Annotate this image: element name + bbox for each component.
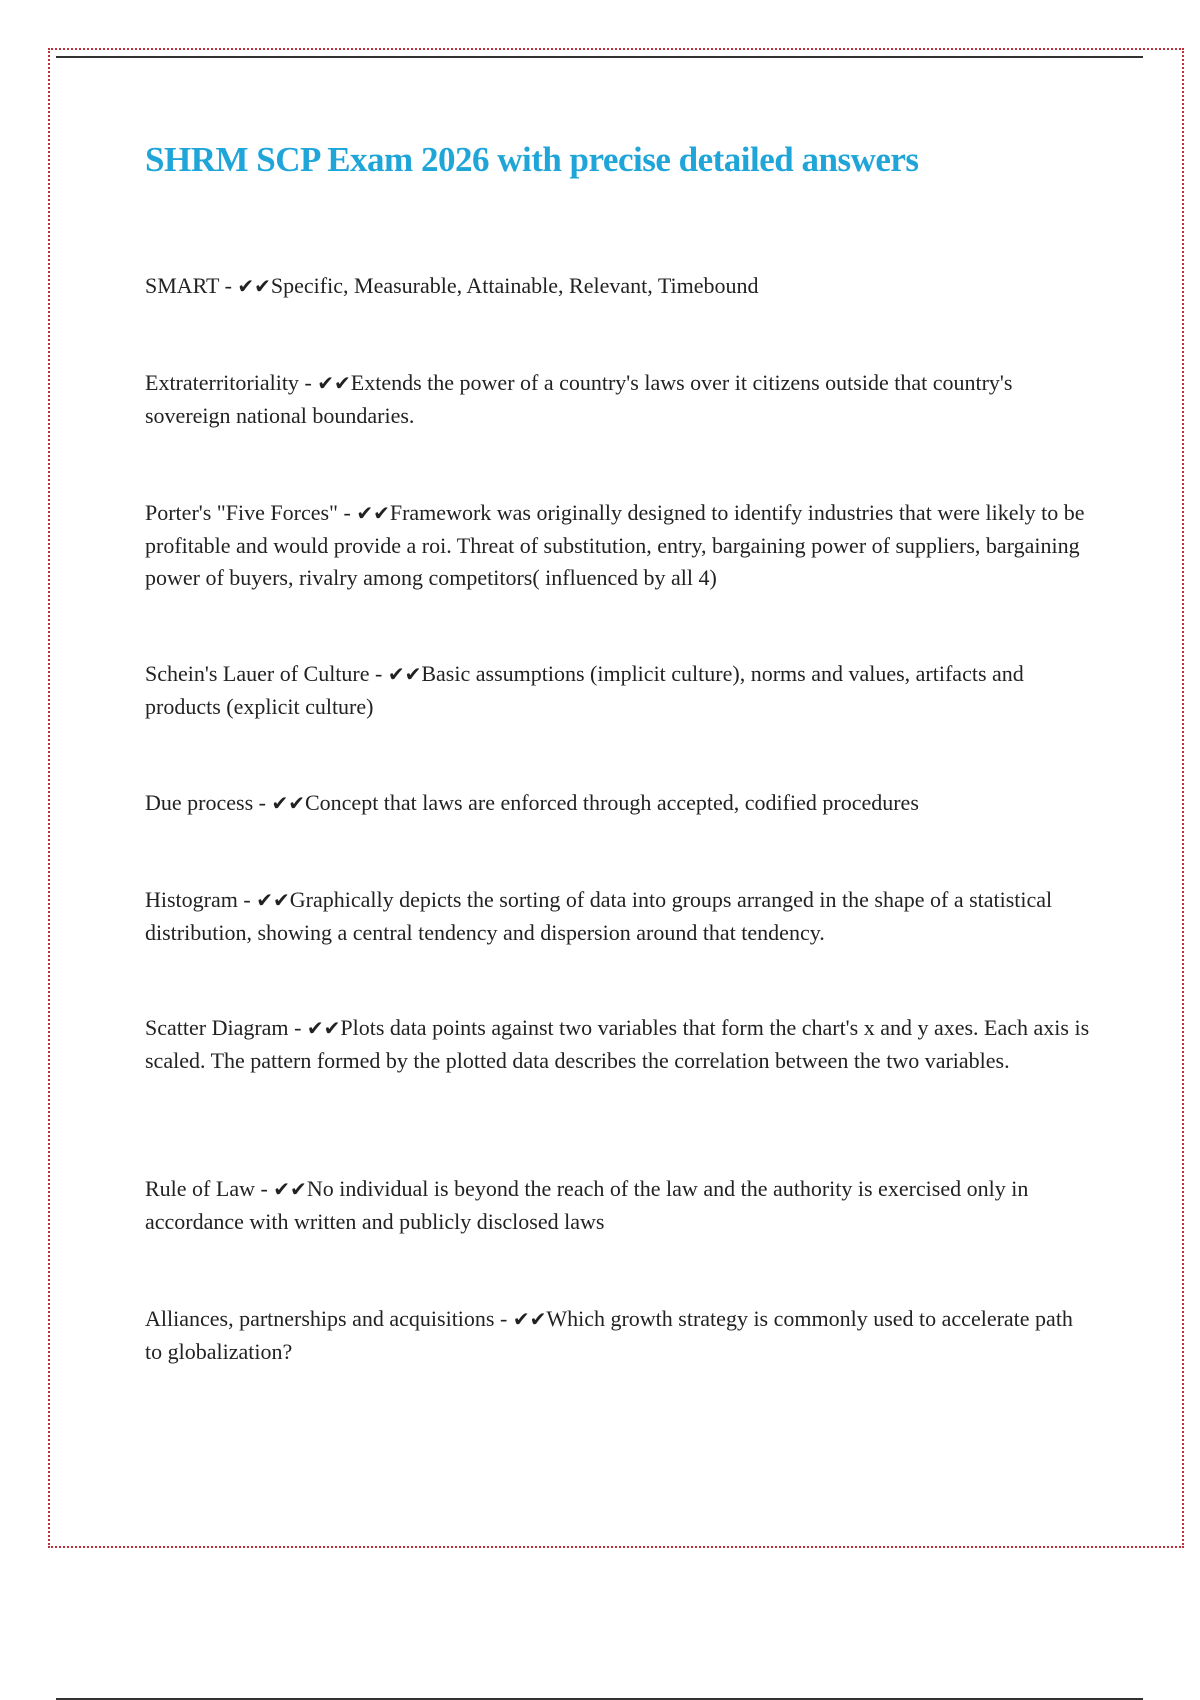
entry-histogram: [145, 884, 1090, 949]
entry-answer: Graphically depicts the sorting of data into groups arranged in the shape of a statistical distribution, showing a central tendency and dispersion around that tendency.: [145, 887, 1053, 945]
check-mark-icon: ✔✔: [237, 274, 271, 298]
entry-term: Histogram: [145, 887, 238, 912]
entry-due-process: [145, 787, 1090, 820]
entry-five-forces: [145, 497, 1090, 595]
check-mark-icon: ✔✔: [356, 501, 390, 525]
entry-term: SMART: [145, 273, 220, 298]
entry-answer: Extends the power of a country's laws over it citizens outside that country's sovereign national boundaries.: [145, 370, 1013, 428]
check-mark-icon: ✔✔: [512, 1307, 547, 1331]
entry-separator: -: [254, 1176, 274, 1201]
entry-answer: No individual is beyond the reach of the law and the authority is exercised only in accordance with written and publicly disclosed laws: [145, 1176, 1029, 1234]
entry-term: Extraterritoriality: [145, 370, 299, 395]
entry-answer: Plots data points against two variables that form the chart's x and y axes. Each axis is scaled. The pattern formed by the plotted data describes the correlation between the two variables.: [145, 1015, 1090, 1073]
entry-separator: -: [298, 370, 318, 395]
entry-answer: Specific, Measurable, Attainable, Relevant, Timebound: [270, 273, 759, 298]
check-mark-icon: ✔✔: [306, 1016, 341, 1040]
entry-term: Due process: [145, 790, 254, 815]
entry-separator: -: [219, 273, 238, 298]
entry-schein-culture: [145, 658, 1090, 723]
entry-answer: Which growth strategy is commonly used to accelerate path to globalization?: [145, 1306, 1073, 1364]
entry-separator: -: [237, 887, 257, 912]
check-mark-icon: ✔✔: [273, 1177, 307, 1201]
entry-answer: Basic assumptions (implicit culture), norms and values, artifacts and products (explicit culture): [145, 661, 1024, 719]
top-rule: [56, 56, 1143, 58]
entry-separator: -: [253, 790, 272, 815]
entry-alliances: [145, 1303, 1090, 1368]
entry-extraterritoriality: [145, 367, 1090, 432]
check-mark-icon: ✔✔: [256, 888, 290, 912]
entry-separator: -: [288, 1015, 307, 1040]
entry-term: Rule of Law: [145, 1176, 255, 1201]
entry-separator: -: [338, 500, 357, 525]
entry-rule-of-law: [145, 1173, 1090, 1238]
entry-term: Porter's "Five Forces": [145, 500, 339, 525]
entry-separator: -: [494, 1306, 513, 1331]
check-mark-icon: ✔✔: [271, 791, 305, 815]
entry-answer: Framework was originally designed to identify industries that were likely to be profitable and would provide a roi. Threat of substitution, entry, bargaining power of suppliers, bargaining power of buyers, rivalry among competitors( influenced by all 4): [145, 500, 1085, 590]
entry-smart: [145, 270, 1090, 303]
check-mark-icon: ✔✔: [317, 371, 351, 395]
entry-term: Alliances, partnerships and acquisitions: [145, 1306, 495, 1331]
entry-term: Schein's Lauer of Culture: [145, 661, 370, 686]
entry-separator: -: [369, 661, 388, 686]
document-title: SHRM SCP Exam 2026 with precise detailed answers: [145, 140, 919, 179]
entry-scatter-diagram: [145, 1012, 1090, 1077]
entry-answer: Concept that laws are enforced through accepted, codified procedures: [304, 790, 919, 815]
check-mark-icon: ✔✔: [387, 662, 422, 686]
entry-term: Scatter Diagram: [145, 1015, 289, 1040]
